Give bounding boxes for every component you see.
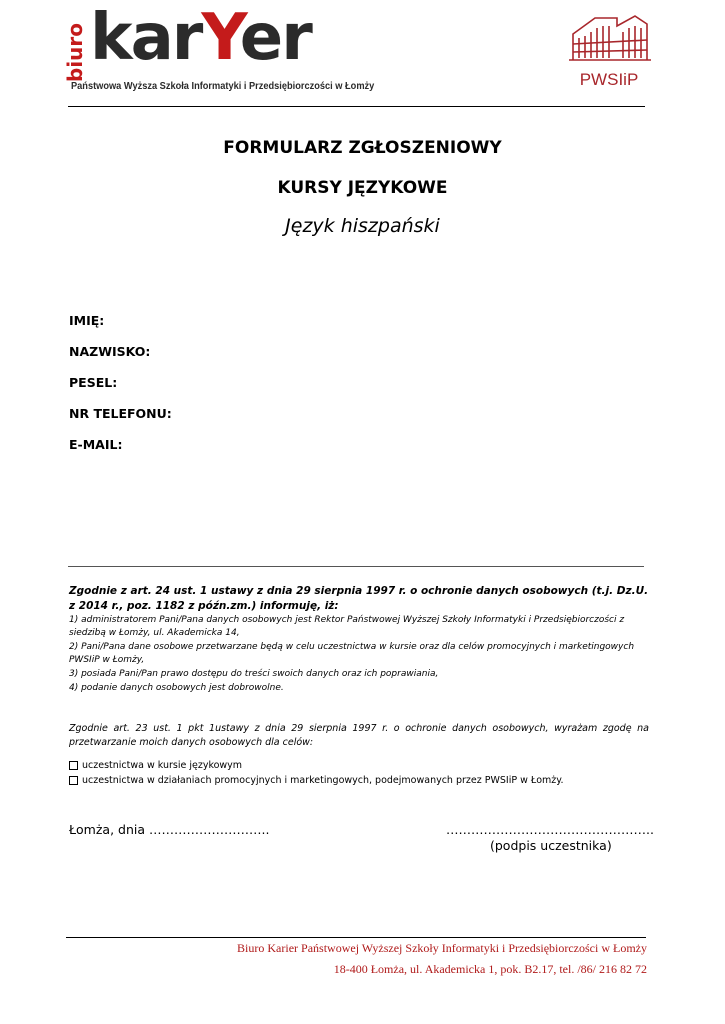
- gdpr-heading: Zgodnie z art. 24 ust. 1 ustawy z dnia 29 sierpnia 1997 r. o ochronie danych osobowych (t.j. Dz.U. z 2014 r., poz. 1182 z późn.zm.) informuję, iż:: [69, 585, 649, 612]
- header-divider: [68, 106, 645, 107]
- consent-option-course[interactable]: [69, 760, 242, 771]
- footer-address: 18-400 Łomża, ul. Akademicka 1, pok. B2.17, tel. /86/ 216 82 72: [333, 962, 647, 976]
- gdpr-item: 1) administratorem Pani/Pana danych osobowych jest Rektor Państwowej Wyższej Szkoły Informatyki i Przedsiębiorczości z siedzibą w Łomży, ul. Akademicka 14,: [69, 615, 625, 638]
- signature-line: …………………………………………..: [446, 822, 654, 837]
- institution-subtitle: Państwowa Wyższa Szkoła Informatyki i Przedsiębiorczości w Łomży: [71, 80, 375, 92]
- form-subtitle: KURSY JĘZYKOWE: [277, 178, 448, 198]
- field-label-phone: NR TELEFONU:: [69, 406, 172, 421]
- gdpr-item: 4) podanie danych osobowych jest dobrowolne.: [69, 683, 284, 693]
- biuro-text: biuro: [63, 22, 87, 82]
- language-title: Język hiszpański: [285, 215, 440, 237]
- place-date-line: Łomża, dnia ………………………..: [69, 822, 270, 837]
- biuro-logo-text: [62, 18, 88, 84]
- form-title: FORMULARZ ZGŁOSZENIOWY: [223, 138, 502, 158]
- field-label-email: E-MAIL:: [69, 437, 123, 452]
- gdpr-item: 3) posiada Pani/Pan prawo dostępu do treści swoich danych oraz ich poprawiania,: [69, 669, 439, 679]
- consent-option-label: uczestnictwa w kursie językowym: [82, 760, 243, 771]
- person-figure-icon: Y: [201, 1, 240, 75]
- consent-option-marketing[interactable]: [69, 775, 564, 786]
- footer-office-name: Biuro Karier Państwowej Wyższej Szkoły Informatyki i Przedsiębiorczości w Łomży: [237, 941, 647, 955]
- consent-option-label: uczestnictwa w działaniach promocyjnych i marketingowych, podejmowanych przez PWSIiP w Łomży.: [82, 775, 564, 786]
- checkbox-icon[interactable]: [69, 776, 78, 785]
- section-divider: [68, 566, 644, 567]
- gdpr-item: 2) Pani/Pana dane osobowe przetwarzane będą w celu uczestnictwa w kursie oraz dla celów promocyjnych i marketingowych PWSIiP w Łomży,: [69, 642, 635, 665]
- pwsiip-logo-text: PWSIiP: [579, 70, 639, 89]
- field-label-first-name: IMIĘ:: [69, 313, 105, 328]
- pwsiip-logo: [565, 12, 653, 92]
- field-label-pesel: PESEL:: [69, 375, 118, 390]
- field-label-last-name: NAZWISKO:: [69, 344, 151, 359]
- checkbox-icon[interactable]: [69, 761, 78, 770]
- signature-caption: (podpis uczestnika): [490, 838, 612, 853]
- footer-divider: [66, 937, 646, 938]
- karier-logo: karYer: [90, 1, 311, 75]
- consent-heading: Zgodnie art. 23 ust. 1 pkt 1ustawy z dnia 29 sierpnia 1997 r. o ochronie danych osobowych, wyrażam zgodę na przetwarzanie moich danych osobowych dla celów:: [69, 723, 649, 748]
